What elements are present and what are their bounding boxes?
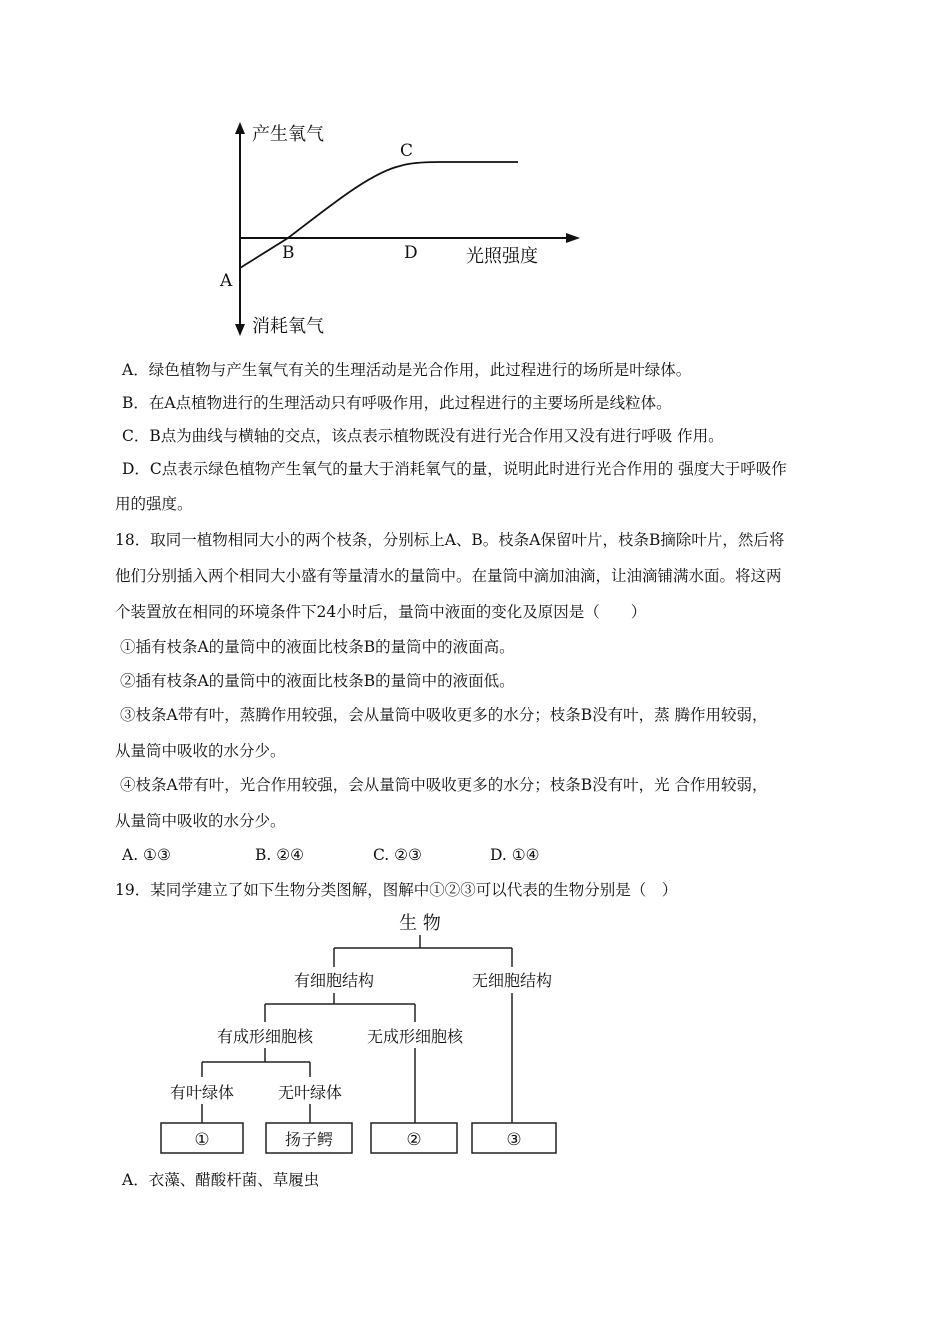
classification-tree: [150, 905, 570, 1160]
y-axis-arrow-down: [235, 324, 245, 336]
point-c-label: C: [400, 141, 414, 161]
tree-root: 生 物: [399, 913, 441, 934]
q17-option-d-line1: D．C点表示绿色植物产生氧气的量大于消耗氧气的量，说明此时进行光合作用的 强度大于呼吸作: [122, 460, 787, 478]
q19-option-a: A．衣藻、醋酸杆菌、草履虫: [122, 1171, 320, 1189]
q18-stem-line2: 他们分别插入两个相同大小盛有等量清水的量筒中。在量筒中滴加油滴，让油滴铺满水面。将这两: [115, 567, 782, 585]
q17-option-b: B．在A点植物进行的生理活动只有呼吸作用，此过程进行的主要场所是线粒体。: [122, 394, 672, 412]
tree-box-1-label: ①: [194, 1130, 210, 1150]
q18-option-c: C. ②③: [373, 846, 422, 864]
q18-stem-line3: 个装置放在相同的环境条件下24小时后，量筒中液面的变化及原因是（ ）: [115, 603, 647, 621]
x-axis-arrow: [566, 233, 580, 243]
y-top-label: 产生氧气: [252, 124, 324, 145]
tree-no-nucleus: 无成形细胞核: [366, 1027, 464, 1046]
q18-option-b: B. ②④: [255, 846, 305, 864]
q18-option-a: A. ①③: [122, 846, 171, 864]
q18-option-d: D. ①④: [490, 846, 540, 864]
oxygen-light-graph: [200, 118, 600, 340]
q18-stem-line1: 18．取同一植物相同大小的两个枝条，分别标上A、B。枝条A保留叶片，枝条B摘除叶片，然后将: [115, 531, 785, 549]
q17-option-d-line2: 用的强度。: [115, 495, 193, 513]
q18-statement-3-line1: ③枝条A带有叶，蒸腾作用较强，会从量筒中吸收更多的水分；枝条B没有叶，蒸 腾作用较弱，: [120, 706, 768, 724]
q18-statement-1: ①插有枝条A的量筒中的液面比枝条B的量筒中的液面高。: [120, 638, 515, 656]
tree-box-3-label: ③: [506, 1130, 522, 1150]
q18-statement-4-line1: ④枝条A带有叶，光合作用较强，会从量筒中吸收更多的水分；枝条B没有叶，光 合作用较弱，: [120, 776, 768, 794]
q18-statement-3-line2: 从量筒中吸收的水分少。: [115, 742, 286, 760]
tree-noncellular: 无细胞结构: [471, 971, 553, 990]
tree-box-croc-label: 扬子鳄: [284, 1130, 334, 1149]
y-bottom-label: 消耗氧气: [252, 316, 324, 337]
point-b-label: B: [282, 243, 295, 263]
q17-option-a: A．绿色植物与产生氧气有关的生理活动是光合作用，此过程进行的场所是叶绿体。: [122, 361, 692, 379]
tree-chloroplast: 有叶绿体: [169, 1083, 235, 1102]
point-d-label: D: [404, 243, 418, 263]
q19-stem: 19．某同学建立了如下生物分类图解，图解中①②③可以代表的生物分别是（ ）: [115, 881, 678, 899]
point-a-label: A: [220, 271, 233, 291]
q17-option-c: C．B点为曲线与横轴的交点，该点表示植物既没有进行光合作用又没有进行呼吸 作用。: [122, 427, 724, 445]
tree-box-2-label: ②: [406, 1130, 422, 1150]
tree-nucleus: 有成形细胞核: [216, 1027, 314, 1046]
tree-no-chloroplast: 无叶绿体: [277, 1083, 343, 1102]
q18-statement-4-line2: 从量筒中吸收的水分少。: [115, 812, 286, 830]
tree-cellular: 有细胞结构: [293, 971, 375, 990]
y-axis-arrow-up: [235, 122, 245, 134]
x-axis-label: 光照强度: [466, 246, 538, 267]
q18-statement-2: ②插有枝条A的量筒中的液面比枝条B的量筒中的液面低。: [120, 672, 515, 690]
